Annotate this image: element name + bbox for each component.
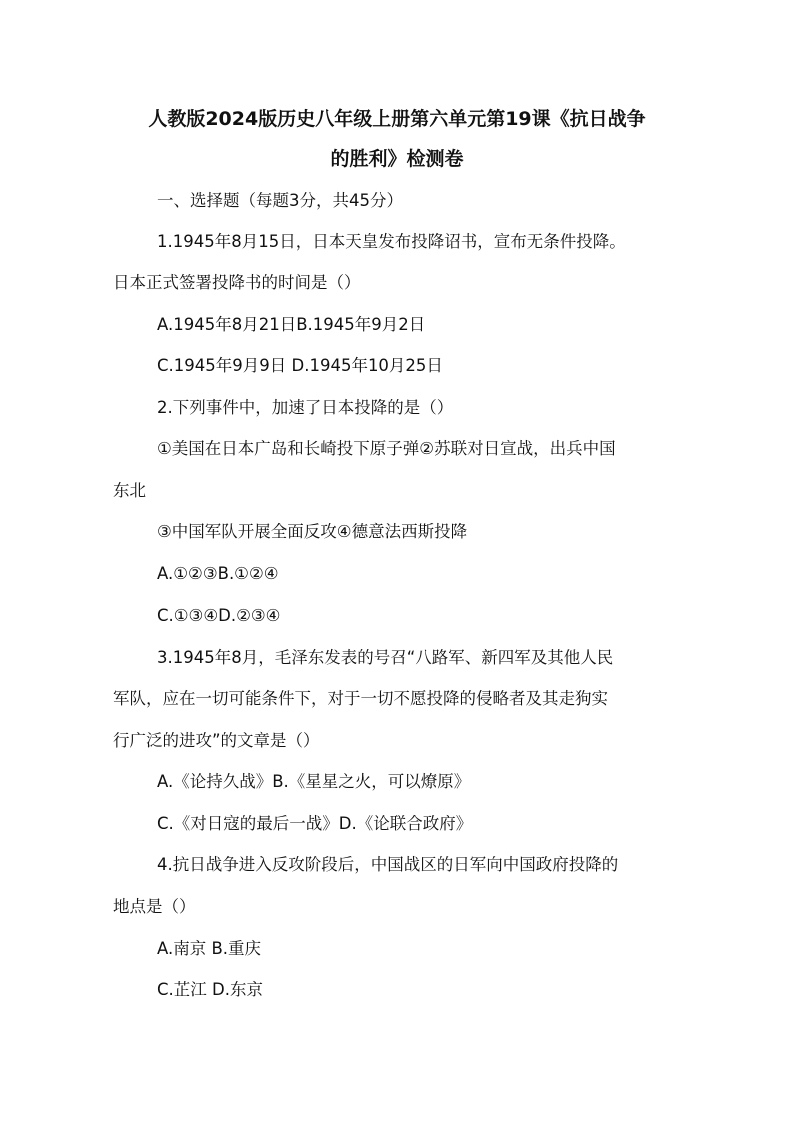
question-2-stem: 2.下列事件中，加速了日本投降的是（）: [157, 398, 454, 417]
question-3-stem: 3.1945年8月，毛泽东发表的号召“八路军、新四军及其他人民: [157, 648, 614, 667]
section-heading: 一、选择题（每题3分，共45分）: [157, 191, 403, 210]
question-1-stem-cont: 日本正式签署投降书的时间是（）: [113, 273, 361, 292]
question-2-statements-2: ③中国军队开展全面反攻④德意法西斯投降: [157, 522, 468, 541]
question-2-statements-cont: 东北: [113, 481, 146, 500]
document-title-line-1: 人教版2024版历史八年级上册第六单元第19课《抗日战争: [148, 108, 646, 130]
question-2-options-ab: A.①②③B.①②④: [157, 564, 279, 583]
document-title-line-2: 的胜利》检测卷: [330, 148, 464, 170]
question-1-options-ab: A.1945年8月21日B.1945年9月2日: [157, 315, 426, 334]
question-4-options-ab: A.南京 B.重庆: [157, 939, 262, 958]
question-4-options-cd: C.芷江 D.东京: [157, 980, 263, 999]
question-1-stem: 1.1945年8月15日，日本天皇发布投降诏书，宣布无条件投降。: [157, 232, 626, 251]
question-4-stem: 4.抗日战争进入反攻阶段后，中国战区的日军向中国政府投降的: [157, 855, 619, 874]
question-2-statements: ①美国在日本广岛和长崎投下原子弹②苏联对日宣战，出兵中国: [157, 439, 616, 458]
question-4-stem-cont: 地点是（）: [113, 897, 196, 916]
question-1-options-cd: C.1945年9月9日 D.1945年10月25日: [157, 356, 443, 375]
question-2-options-cd: C.①③④D.②③④: [157, 606, 281, 625]
question-3-options-cd: C.《对日寇的最后一战》D.《论联合政府》: [157, 814, 473, 833]
question-3-stem-cont: 军队，应在一切可能条件下，对于一切不愿投降的侵略者及其走狗实: [113, 689, 608, 708]
question-3-options-ab: A.《论持久战》B.《星星之火，可以燎原》: [157, 772, 471, 791]
question-3-stem-cont-2: 行广泛的进攻”的文章是（）: [113, 731, 320, 750]
